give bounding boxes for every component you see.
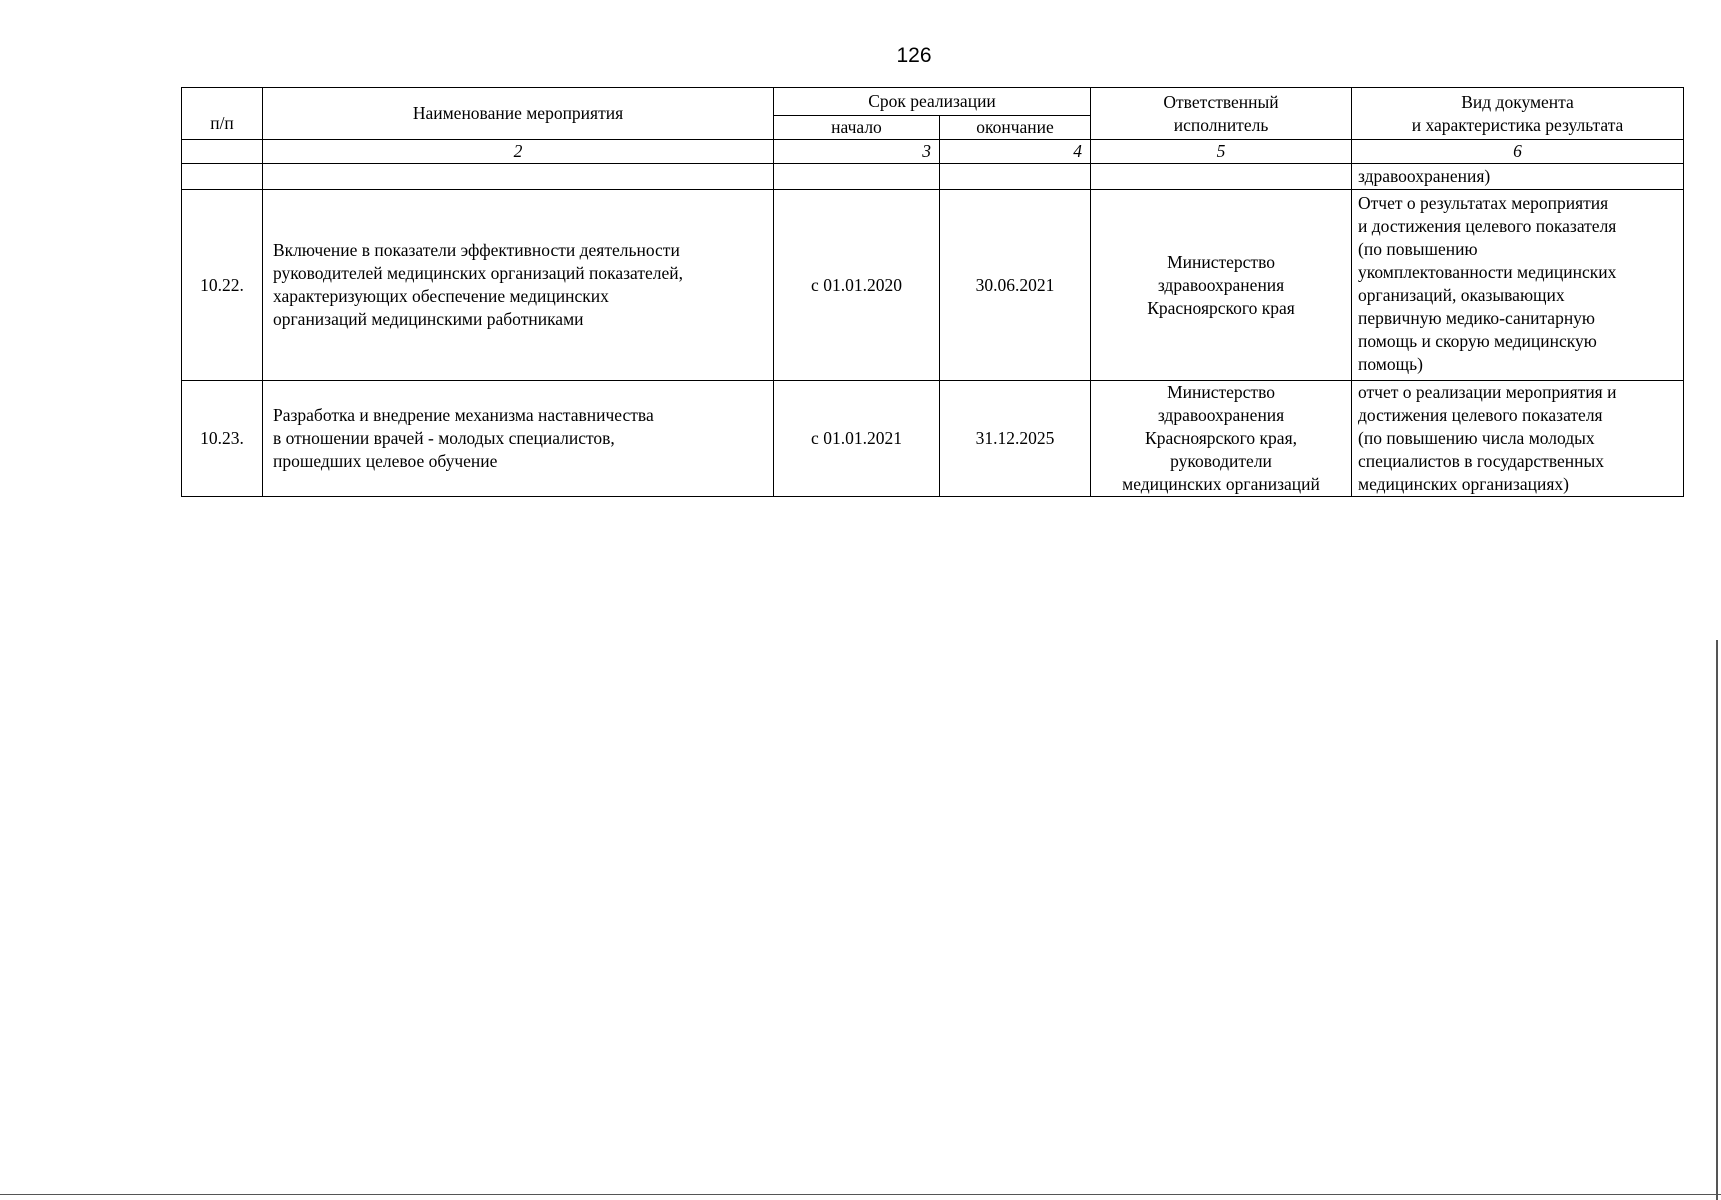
header-end: окончание <box>940 116 1091 140</box>
row-end-date: 30.06.2021 <box>940 190 1091 381</box>
row-executor-line: Красноярского края, <box>1145 428 1297 448</box>
column-number: 2 <box>263 140 774 164</box>
row-doc-line: помощь) <box>1358 354 1423 374</box>
header-doc-line: Вид документа <box>1461 91 1574 112</box>
row-doc-line: организаций, оказывающих <box>1358 285 1565 305</box>
header-row-1 <box>182 88 1684 116</box>
scan-edge-bottom <box>0 1194 1721 1195</box>
table-row <box>182 190 1684 381</box>
scan-edge-right <box>1716 640 1718 1200</box>
continuation-row <box>182 164 1684 190</box>
table-row <box>182 381 1684 497</box>
row-doc-line: (по повышению числа молодых <box>1358 428 1595 448</box>
page-number: 126 <box>896 44 932 67</box>
row-executor-line: Министерство <box>1167 251 1275 272</box>
row-number: 10.23. <box>182 381 263 497</box>
row-name-line: прошедших целевое обучение <box>273 451 498 471</box>
header-name: Наименование мероприятия <box>263 88 774 140</box>
row-start-date: с 01.01.2020 <box>774 190 940 381</box>
row-executor-line: Министерство <box>1167 382 1275 402</box>
row-doc-line: отчет о реализации мероприятия и <box>1358 382 1617 402</box>
row-doc-line: Отчет о результатах мероприятия <box>1358 193 1609 213</box>
row-doc-line: и достижения целевого показателя <box>1358 216 1617 236</box>
row-name-line: характеризующих обеспечение медицинских <box>273 286 609 306</box>
row-doc-line: помощь и скорую медицинскую <box>1358 331 1597 351</box>
row-doc-line: медицинских организациях) <box>1358 474 1569 494</box>
row-name-line: Включение в показатели эффективности деятельности <box>273 240 680 260</box>
activity-plan-table <box>181 87 1684 497</box>
row-name <box>263 190 774 381</box>
row-doc-line: первичную медико-санитарную <box>1358 308 1596 328</box>
column-number: 4 <box>940 140 1091 164</box>
row-number: 10.22. <box>182 190 263 381</box>
row-name-line: организаций медицинскими работниками <box>273 309 584 329</box>
header-executor-line: исполнитель <box>1173 114 1269 135</box>
row-doc-line: укомплектованности медицинских <box>1358 262 1617 282</box>
row-executor-line: здравоохранения <box>1157 405 1285 425</box>
row-name <box>263 381 774 497</box>
column-number-row <box>182 140 1684 164</box>
header-num: п/п <box>182 88 263 140</box>
continuation-text: здравоохранения) <box>1352 164 1684 190</box>
row-doc <box>1352 190 1684 381</box>
row-executor-line: медицинских организаций <box>1122 474 1320 494</box>
row-doc-line: специалистов в государственных <box>1358 451 1604 471</box>
header-executor-line: Ответственный <box>1163 91 1279 112</box>
row-doc <box>1352 381 1684 497</box>
row-doc-line: (по повышению <box>1358 239 1478 259</box>
header-period: Срок реализации <box>774 88 1091 116</box>
row-doc-line: достижения целевого показателя <box>1358 405 1603 425</box>
header-doc-line: и характеристика результата <box>1411 114 1624 135</box>
header-start: начало <box>774 116 940 140</box>
header-doc <box>1352 88 1684 140</box>
column-number: 5 <box>1091 140 1352 164</box>
row-executor <box>1091 190 1352 381</box>
row-name-line: руководителей медицинских организаций показателей, <box>273 263 684 283</box>
column-number <box>182 140 263 164</box>
row-executor-line: руководители <box>1170 451 1272 471</box>
row-name-line: в отношении врачей - молодых специалистов, <box>273 428 615 448</box>
column-number: 6 <box>1352 140 1684 164</box>
row-start-date: с 01.01.2021 <box>774 381 940 497</box>
header-executor <box>1091 88 1352 140</box>
row-executor-line: здравоохранения <box>1157 274 1285 295</box>
row-name-line: Разработка и внедрение механизма наставничества <box>273 405 654 425</box>
row-executor <box>1091 381 1352 497</box>
row-end-date: 31.12.2025 <box>940 381 1091 497</box>
column-number: 3 <box>774 140 940 164</box>
row-executor-line: Красноярского края <box>1147 297 1295 318</box>
